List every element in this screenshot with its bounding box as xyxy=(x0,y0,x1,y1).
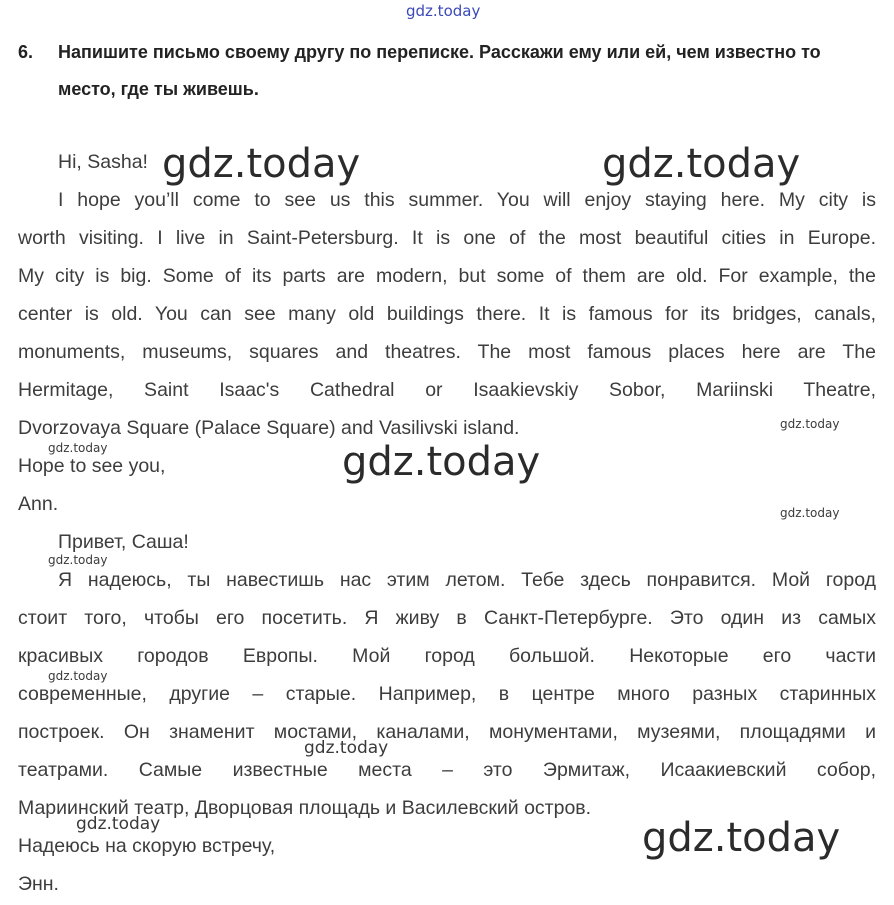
english-greeting: Hi, Sasha! xyxy=(58,151,148,173)
watermark-large-2: gdz.today xyxy=(602,141,801,187)
watermark-large-3: gdz.today xyxy=(342,439,541,485)
russian-line-5: построек. Он знаменит мостами, каналами, монументами, музеями, площадями и xyxy=(18,721,876,743)
english-line-4: center is old. You can see many old buildings there. It is famous for its bridges, canals, xyxy=(18,303,876,325)
task-number: 6. xyxy=(18,42,34,62)
russian-signature: Энн. xyxy=(18,873,59,895)
watermark-small-5: gdz.today xyxy=(48,669,108,683)
russian-line-3: красивых городов Европы. Мой город большой. Некоторые его части xyxy=(18,645,876,667)
english-closing: Hope to see you, xyxy=(18,455,166,477)
task-text: Напишите письмо своему другу по переписке. Расскажи ему или ей, чем известно то место, где ты живешь. xyxy=(58,42,821,99)
english-signature: Ann. xyxy=(18,493,59,515)
english-line-7: Dvorzovaya Square (Palace Square) and Vasilivski island. xyxy=(18,417,520,439)
russian-line-4: современные, другие – старые. Например, в центре много разных старинных xyxy=(18,683,876,705)
watermark-large-4: gdz.today xyxy=(642,815,841,861)
russian-line-2: стоит того, чтобы его посетить. Я живу в Санкт-Петербурге. Это один из самых xyxy=(18,607,876,629)
watermark-large-1: gdz.today xyxy=(162,141,361,187)
watermark-small-2: gdz.today xyxy=(48,441,108,455)
russian-line-1: Я надеюсь, ты навестишь нас этим летом. Тебе здесь понравится. Мой город xyxy=(58,569,876,591)
task-heading xyxy=(18,34,878,108)
english-line-3: My city is big. Some of its parts are modern, but some of them are old. For example, the xyxy=(18,265,876,287)
english-line-6: Hermitage, Saint Isaac's Cathedral or Isaakievskiy Sobor, Mariinski Theatre, xyxy=(18,379,876,401)
english-line-5: monuments, museums, squares and theatres. The most famous places here are The xyxy=(18,341,876,363)
russian-line-6: театрами. Самые известные места – это Эрмитаж, Исаакиевский собор, xyxy=(18,759,876,781)
watermark-medium-2: gdz.today xyxy=(76,814,161,834)
russian-line-7: Мариинский театр, Дворцовая площадь и Василевский остров. xyxy=(18,797,592,819)
watermark-small-3: gdz.today xyxy=(780,506,840,520)
watermark-small-4: gdz.today xyxy=(48,553,108,567)
watermark-small-1: gdz.today xyxy=(780,417,840,431)
english-line-1: I hope you’ll come to see us this summer. You will enjoy staying here. My city is xyxy=(58,189,876,211)
watermark-top: gdz.today xyxy=(406,2,481,20)
watermark-medium-1: gdz.today xyxy=(304,738,389,758)
english-line-2: worth visiting. I live in Saint-Petersburg. It is one of the most beautiful cities in Europe. xyxy=(18,227,876,249)
russian-greeting: Привет, Саша! xyxy=(58,531,189,553)
russian-closing: Надеюсь на скорую встречу, xyxy=(18,835,276,857)
